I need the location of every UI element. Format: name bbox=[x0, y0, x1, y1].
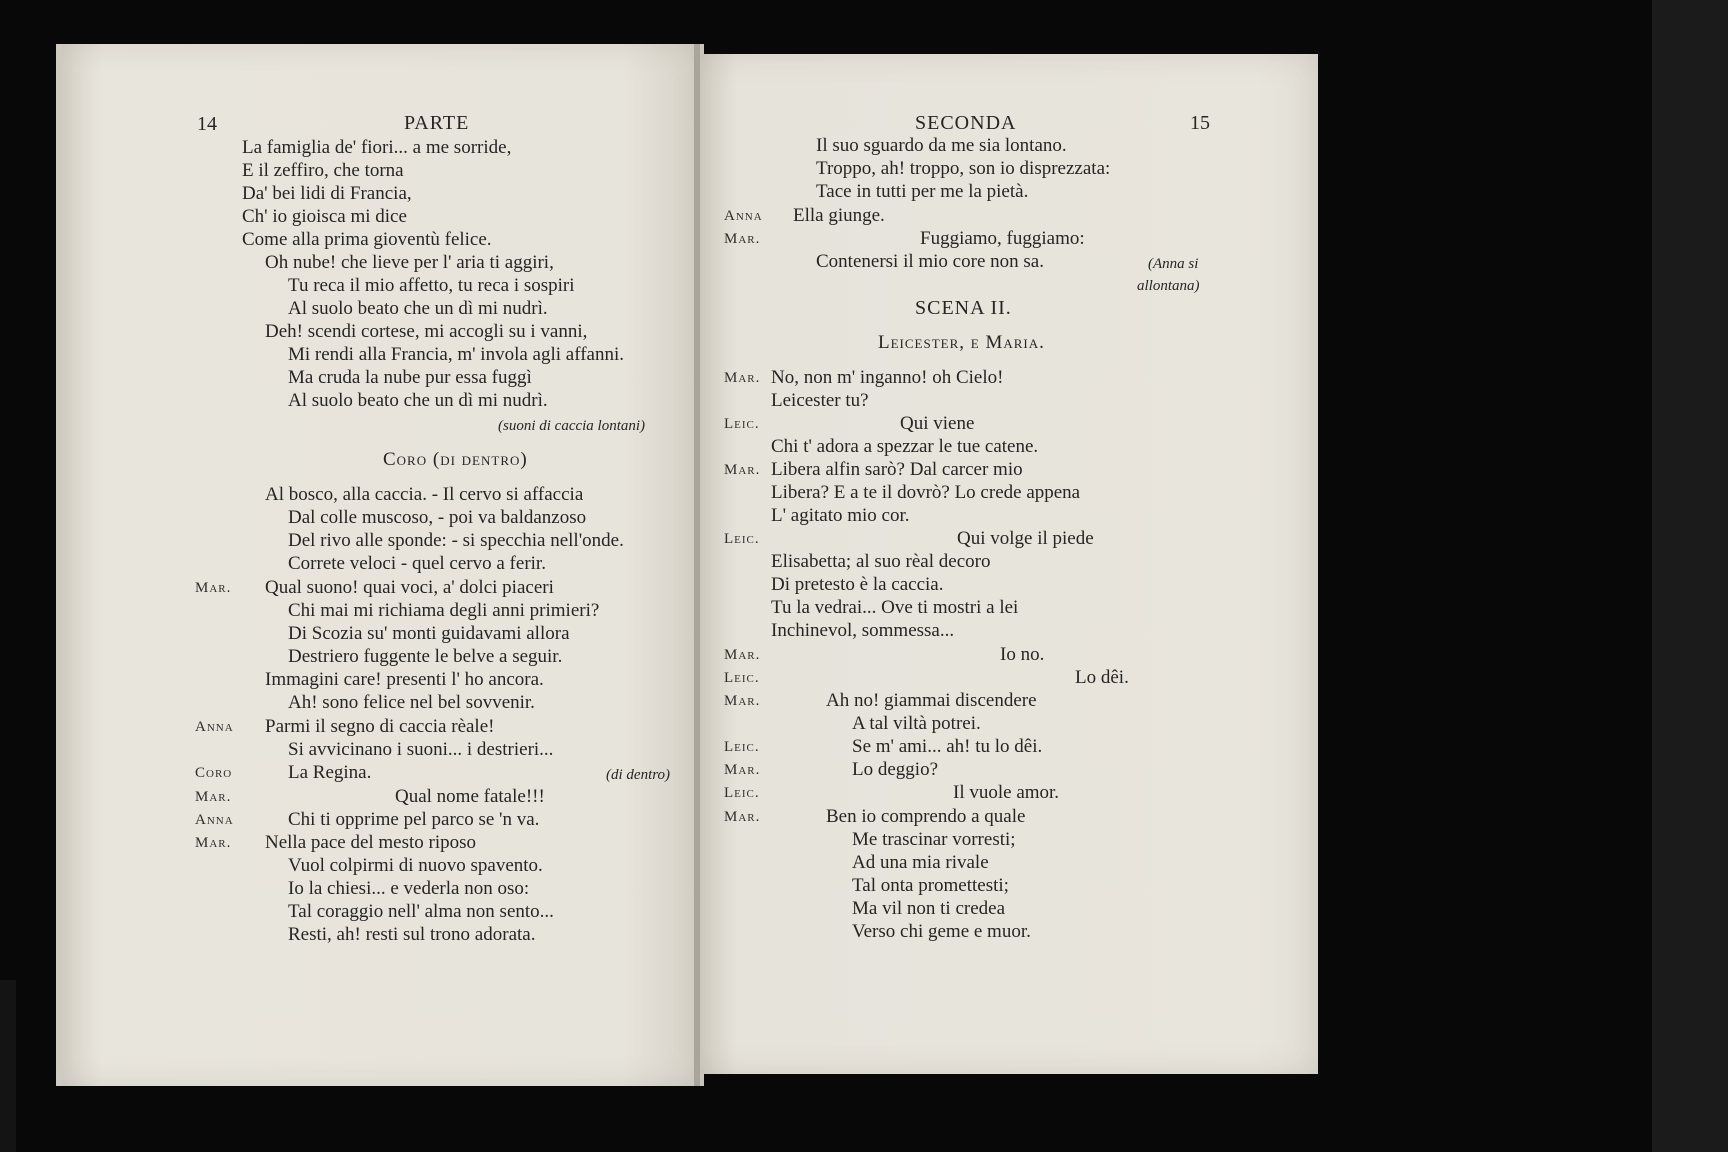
speaker-label: Leic. bbox=[724, 416, 760, 432]
verse-line: Qui viene bbox=[900, 413, 975, 434]
verse-line: Ma vil non ti credea bbox=[852, 898, 1006, 919]
verse-line: No, non m' inganno! oh Cielo! bbox=[771, 367, 1004, 388]
verse-line: Tu la vedrai... Ove ti mostri a lei bbox=[771, 597, 1019, 618]
page-number: 14 bbox=[197, 113, 217, 135]
verse-line: A tal viltà potrei. bbox=[852, 713, 981, 734]
speaker-label: Leic. bbox=[724, 785, 760, 801]
verse-line: Fuggiamo, fuggiamo: bbox=[920, 228, 1085, 249]
scan-edge-strip-left bbox=[0, 980, 16, 1152]
speaker-label: Anna bbox=[195, 719, 234, 735]
verse-line: Qui volge il piede bbox=[957, 528, 1094, 549]
verse-line: Verso chi geme e muor. bbox=[852, 921, 1031, 942]
running-head: PARTE bbox=[404, 112, 470, 134]
scene-characters: Leicester, e Maria. bbox=[878, 332, 1045, 353]
speaker-label: Mar. bbox=[724, 462, 761, 478]
verse-line: Immagini care! presenti l' ho ancora. bbox=[265, 669, 544, 690]
verse-line: Resti, ah! resti sul trono adorata. bbox=[288, 924, 536, 945]
verse-line: Chi t' adora a spezzar le tue catene. bbox=[771, 436, 1039, 457]
stage-direction: (Anna si bbox=[1148, 256, 1199, 272]
verse-line: Ben io comprendo a quale bbox=[826, 806, 1026, 827]
speaker-label: Leic. bbox=[724, 670, 760, 686]
speaker-label: Coro bbox=[195, 765, 233, 781]
verse-line: Mi rendi alla Francia, m' invola agli affanni. bbox=[288, 344, 624, 365]
verse-line: Lo dêi. bbox=[1075, 667, 1129, 688]
speaker-label: Mar. bbox=[195, 789, 232, 805]
verse-line: Elisabetta; al suo rèal decoro bbox=[771, 551, 991, 572]
verse-line: Inchinevol, sommessa... bbox=[771, 620, 955, 641]
verse-line: Dal colle muscoso, - poi va baldanzoso bbox=[288, 507, 587, 528]
speaker-label: Mar. bbox=[195, 835, 232, 851]
verse-line: Il suo sguardo da me sia lontano. bbox=[816, 135, 1067, 156]
verse-line: Al bosco, alla caccia. - Il cervo si affaccia bbox=[265, 484, 584, 505]
verse-line: Tal onta promettesti; bbox=[852, 875, 1009, 896]
verse-line: Contenersi il mio core non sa. bbox=[816, 251, 1044, 272]
verse-line: Da' bei lidi di Francia, bbox=[242, 183, 412, 204]
verse-line: L' agitato mio cor. bbox=[771, 505, 910, 526]
verse-line: Ma cruda la nube pur essa fuggì bbox=[288, 367, 532, 388]
verse-line: Troppo, ah! troppo, son io disprezzata: bbox=[816, 158, 1111, 179]
scene-heading: SCENA II. bbox=[915, 297, 1012, 319]
verse-line: Tace in tutti per me la pietà. bbox=[816, 181, 1029, 202]
running-head: SECONDA bbox=[915, 112, 1017, 134]
verse-line: Ella giunge. bbox=[793, 205, 885, 226]
verse-line: Del rivo alle sponde: - si specchia nell'onde. bbox=[288, 530, 624, 551]
verse-line: Libera alfin sarò? Dal carcer mio bbox=[771, 459, 1023, 480]
verse-line: Qual suono! quai voci, a' dolci piaceri bbox=[265, 577, 554, 598]
speaker-label: Leic. bbox=[724, 531, 760, 547]
scan-edge-strip bbox=[1652, 0, 1728, 1152]
verse-line: Ah! sono felice nel bel sovvenir. bbox=[288, 692, 535, 713]
verse-line: Libera? E a te il dovrò? Lo crede appena bbox=[771, 482, 1081, 503]
speaker-label: Anna bbox=[195, 812, 234, 828]
verse-line: Correte veloci - quel cervo a ferir. bbox=[288, 553, 546, 574]
verse-line: Vuol colpirmi di nuovo spavento. bbox=[288, 855, 543, 876]
speaker-label: Mar. bbox=[724, 231, 761, 247]
verse-line: E il zeffiro, che torna bbox=[242, 160, 404, 181]
speaker-label: Mar. bbox=[724, 647, 761, 663]
speaker-label: Leic. bbox=[724, 739, 760, 755]
verse-line: Tu reca il mio affetto, tu reca i sospiri bbox=[288, 275, 575, 296]
verse-line: Me trascinar vorresti; bbox=[852, 829, 1016, 850]
verse-line: Nella pace del mesto riposo bbox=[265, 832, 477, 853]
stage-direction: allontana) bbox=[1137, 278, 1200, 294]
verse-line: Oh nube! che lieve per l' aria ti aggiri, bbox=[265, 252, 554, 273]
verse-line: Ah no! giammai discendere bbox=[826, 690, 1037, 711]
verse-line: Io la chiesi... e vederla non oso: bbox=[288, 878, 530, 899]
verse-line: Di Scozia su' monti guidavami allora bbox=[288, 623, 570, 644]
verse-line: Parmi il segno di caccia rèale! bbox=[265, 716, 495, 737]
verse-line: Ch' io gioisca mi dice bbox=[242, 206, 407, 227]
verse-line: Di pretesto è la caccia. bbox=[771, 574, 944, 595]
verse-line: Il vuole amor. bbox=[953, 782, 1060, 803]
verse-line: Destriero fuggente le belve a seguir. bbox=[288, 646, 563, 667]
verse-line: La famiglia de' fiori... a me sorride, bbox=[242, 137, 512, 158]
verse-line: Io no. bbox=[1000, 644, 1045, 665]
verse-line: Chi ti opprime pel parco se 'n va. bbox=[288, 809, 540, 830]
book-gutter bbox=[694, 44, 700, 1086]
verse-line: Come alla prima gioventù felice. bbox=[242, 229, 492, 250]
speaker-label: Mar. bbox=[724, 370, 761, 386]
page-number: 15 bbox=[1190, 112, 1210, 134]
verse-line: Tal coraggio nell' alma non sento... bbox=[288, 901, 554, 922]
verse-line: Si avvicinano i suoni... i destrieri... bbox=[288, 739, 554, 760]
verse-line: Chi mai mi richiama degli anni primieri? bbox=[288, 600, 600, 621]
speaker-label: Mar. bbox=[724, 693, 761, 709]
verse-line: Lo deggio? bbox=[852, 759, 939, 780]
speaker-label: Mar. bbox=[724, 762, 761, 778]
verse-line: Al suolo beato che un dì mi nudrì. bbox=[288, 390, 548, 411]
speaker-label: Mar. bbox=[195, 580, 232, 596]
verse-line: Leicester tu? bbox=[771, 390, 869, 411]
stage-direction: (di dentro) bbox=[606, 767, 671, 783]
verse-line: La Regina. bbox=[288, 762, 372, 783]
speaker-label: Anna bbox=[724, 208, 763, 224]
verse-line: Al suolo beato che un dì mi nudrì. bbox=[288, 298, 548, 319]
speaker-label: Mar. bbox=[724, 809, 761, 825]
verse-line: Qual nome fatale!!! bbox=[395, 786, 545, 807]
stage-direction: (suoni di caccia lontani) bbox=[498, 418, 646, 434]
verse-line: Deh! scendi cortese, mi accogli su i vanni, bbox=[265, 321, 588, 342]
verse-line: Ad una mia rivale bbox=[852, 852, 989, 873]
verse-line: Se m' ami... ah! tu lo dêi. bbox=[852, 736, 1043, 757]
chorus-heading: Coro (di dentro) bbox=[383, 449, 528, 470]
